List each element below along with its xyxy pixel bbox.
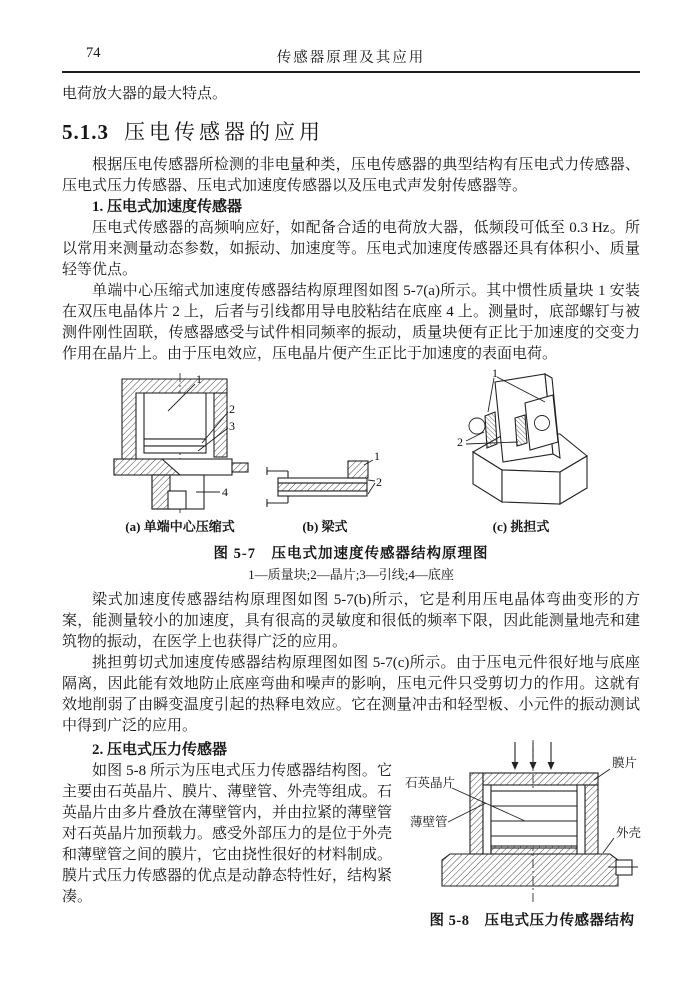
figure-5-7c-diagram bbox=[450, 368, 592, 518]
figure-5-7c-caption: (c) 挑担式 bbox=[492, 519, 550, 534]
section-number: 5.1.3 bbox=[62, 120, 109, 144]
figure-5-7a-diagram bbox=[110, 371, 250, 516]
sub1-paragraph-3: 梁式加速度传感器结构原理图如图 5-7(b)所示，它是利用压电晶体弯曲变形的方案，能测量较小的加速度，具有很高的灵敏度和很低的频率下限，因此能测量地壳和建筑物的振动，在医学上也获得广泛的应用。 bbox=[62, 592, 640, 650]
fig-c-label-1: 1 bbox=[492, 368, 498, 380]
figure-5-7a-caption: (a) 单端中心压缩式 bbox=[125, 519, 235, 534]
figure-5-7 bbox=[62, 368, 640, 588]
figure-5-8 bbox=[402, 736, 662, 930]
sub1-paragraph-1: 压电式传感器的高频响应好，如配备合适的电荷放大器，低频段可低至 0.3 Hz。所以常用来测量动态参数，如振动、加速度等。压电式加速度传感器还具有体积小、质量轻等优点。 bbox=[62, 220, 640, 278]
subsection-1-heading: 1. 压电式加速度传感器 bbox=[92, 199, 243, 215]
figure-5-8-caption: 图 5-8 压电式压力传感器结构 bbox=[429, 913, 635, 929]
fig-c-label-2: 2 bbox=[457, 435, 463, 449]
pressure-sensor-diagram bbox=[402, 736, 662, 908]
sub1-paragraph-2: 单端中心压缩式加速度传感器结构原理图如图 5-7(a)所示。其中惯性质量块 1 安装在双压电晶体片 2 上，后者与引线都用导电胶粘结在底座 4 上。测量时，底部螺钉与被测件刚性固联，传感器感受与试件相同频率的振动，质量块便有正比于加速度的交变力作用在晶片上。由于压电效应，压电晶片便产生正比于加速度的表面电荷。 bbox=[62, 283, 640, 362]
fig-a-label-1: 1 bbox=[196, 372, 202, 386]
running-title: 传感器原理及其应用 bbox=[276, 50, 426, 66]
fig58-label-quartz: 石英晶片 bbox=[405, 776, 456, 790]
page-number: 74 bbox=[86, 45, 101, 61]
figure-5-7-caption: 图 5-7 压电式加速度传感器结构原理图 bbox=[213, 546, 489, 562]
page-header bbox=[62, 44, 640, 73]
intro-paragraph: 电荷放大器的最大特点。 bbox=[62, 86, 228, 102]
fig-a-label-4: 4 bbox=[222, 485, 228, 499]
fig-b-label-2: 2 bbox=[376, 475, 382, 489]
subsection-2-heading: 2. 压电式压力传感器 bbox=[92, 742, 228, 758]
section-title: 压电传感器的应用 bbox=[124, 120, 324, 144]
subsection-2 bbox=[62, 740, 642, 929]
accelerometer-beam-diagram bbox=[265, 450, 383, 512]
section-heading bbox=[62, 116, 640, 146]
fig-b-label-1: 1 bbox=[374, 450, 380, 463]
sub2-paragraph: 如图 5-8 所示为压电式压力传感器结构图。它主要由石英晶片、膜片、薄壁管、外壳等组成。石英晶片由多片叠放在薄壁管内，并由拉紧的薄壁管对石英晶片加预载力。感受外部压力的是位于外壳和薄壁管之间的膜片，它由挠性很好的材料制成。膜片式压力传感器的优点是动静态特性好，结构紧凑。 bbox=[62, 763, 393, 905]
fig58-label-tube: 薄壁管 bbox=[410, 815, 448, 829]
sub1-paragraph-4: 挑担剪切式加速度传感器结构原理图如图 5-7(c)所示。由于压电元件很好地与底座隔离，因此能有效地防止底座弯曲和噪声的影响，压电元件只受剪切力的作用。这就有效地削弱了由瞬变温度引起的热释电效应。它在测量冲击和轻型板、小元件的振动测试中得到广泛的应用。 bbox=[62, 655, 640, 734]
fig58-label-diaphragm: 膜片 bbox=[612, 756, 638, 770]
figure-5-7-legend: 1—质量块;2—晶片;3—引线;4—底座 bbox=[248, 567, 454, 582]
overview-paragraph: 根据压电传感器所检测的非电量种类，压电传感器的典型结构有压电式力传感器、压电式压力传感器、压电式加速度传感器以及压电式声发射传感器等。 bbox=[62, 157, 640, 194]
figure-5-7b-caption: (b) 梁式 bbox=[302, 519, 348, 534]
fig-a-label-3: 3 bbox=[229, 419, 235, 433]
accelerometer-shear-diagram bbox=[450, 368, 592, 518]
fig-a-label-2: 2 bbox=[229, 402, 235, 416]
figure-5-7b-diagram bbox=[265, 450, 383, 512]
fig58-label-shell: 外壳 bbox=[616, 826, 642, 840]
accelerometer-compression-diagram bbox=[110, 371, 250, 516]
